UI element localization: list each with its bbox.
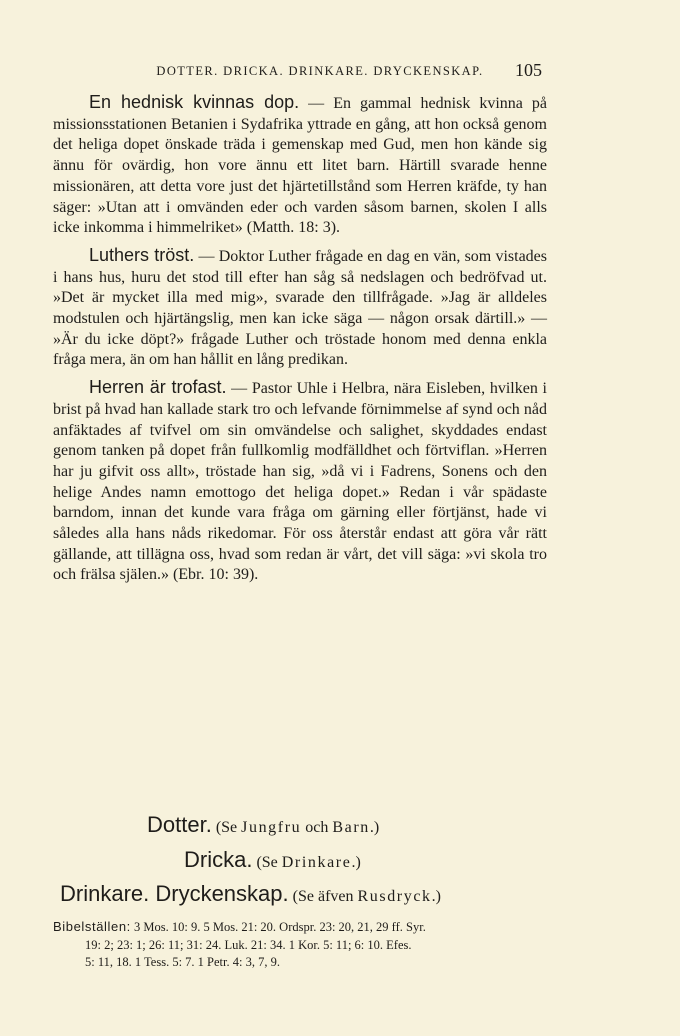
entry-dotter (0, 812, 680, 838)
entry-reference: Jungfru (241, 819, 302, 836)
section-title: Herren är trofast. (89, 377, 227, 398)
section-text: — Pastor Uhle i Helbra, nära Eisleben, hvilken i brist på hvad han kallade stark tro och lefvande förnimmelse af synd och nåd anfäktades af tvifvel om sin omvändelse och salighet, skyddades endast genom tanken på dopet från fullkomlig modfälldhet och förtviflan. »Herren har ju gifvit oss allt», tröstade han sig, »då vi i Fadrens, Sonens och den helige Andes namn emottogo det heliga dopet.» Redan i vår spädaste barndom, innan det kunde vara fråga om gärning eller förtjänst, hade vi således alla hans nåds rikedomar. För oss återstår endast att göra vår rätt gällande, att tillägna oss, hvad som redan är vårt, det vill säga: »vi skola tro och frälsa själen.» (Ebr. 10: 39). (53, 380, 548, 584)
entry-prefix: (Se (256, 854, 282, 871)
references-line: 19: 2; 23: 1; 26: 11; 31: 24. Luk. 21: 34. 1 Kor. 5: 11; 6: 10. Efes. (85, 937, 412, 952)
entry-dricka (0, 847, 680, 873)
entry-reference: Drinkare (281, 854, 352, 871)
section-text: — Doktor Luther frågade en dag en vän, som vistades i hans hus, huru det stod till efter han såg så nedslagen och bedröfvad ut. »Det är mycket illa med mig», svarade den tillfrågade. »Jag är alldeles modstulen och hjärtängslig, men kan icke säga — någon orsak därtill.» — »Är du icke döpt?» frågade Luther och tröstade honom med denna enkla fråga mera, än om han hållit en lång predikan. (53, 247, 548, 369)
bible-references (53, 918, 547, 972)
section-text: — En gammal hednisk kvinna på missionsstationen Betanien i Sydafrika yttrade en gång, att hon också genom det heliga dopet önskade träda i gemenskap med Gud, men hon kände sig ännu för ovärdig, hon vore ännu ett litet barn. Härtill svarade henne missionären, att detta vore just det hjärtetillstånd som Herren kräfde, ty han säger: »Utan att i omvänden eder och varden såsom barnen, skolen I alls icke inkomma i himmelriket» (Matth. 18: 3). (53, 95, 547, 237)
section-title: En hednisk kvinnas dop. (89, 92, 300, 112)
entry-prefix: (Se äfven (292, 888, 358, 905)
entry-suffix: .) (351, 854, 361, 871)
entry-suffix: .) (369, 819, 380, 836)
paragraph-luthers-trost (53, 245, 547, 371)
entry-prefix: (Se (215, 819, 242, 836)
references-line: 3 Mos. 10: 9. 5 Mos. 21: 20. Ordspr. 23: 20, 21, 29 ff. Syr. (130, 920, 426, 934)
running-header: DOTTER. DRICKA. DRINKARE. DRYCKENSKAP. (156, 64, 484, 78)
section-title: Luthers tröst. (89, 244, 195, 265)
entry-word: Dotter. (147, 812, 212, 837)
entry-joiner: och (301, 819, 333, 836)
body-text (53, 92, 547, 592)
references-line: 5: 11, 18. 1 Tess. 5: 7. 1 Petr. 4: 3, 7, 9. (85, 955, 280, 969)
entry-word: Dricka. (184, 847, 253, 872)
entry-reference: Rusdryck (357, 888, 432, 905)
entry-suffix: .) (431, 888, 441, 905)
paragraph-herren-ar-trofast (53, 377, 547, 586)
page-number: 105 (515, 60, 542, 80)
references-label: Bibelställen: (53, 919, 131, 934)
entry-reference: Barn (332, 819, 370, 836)
entry-drinkare (0, 881, 680, 907)
paragraph-hednisk-kvinnas-dop (53, 92, 547, 239)
entry-word: Drinkare. Dryckenskap. (60, 881, 289, 906)
